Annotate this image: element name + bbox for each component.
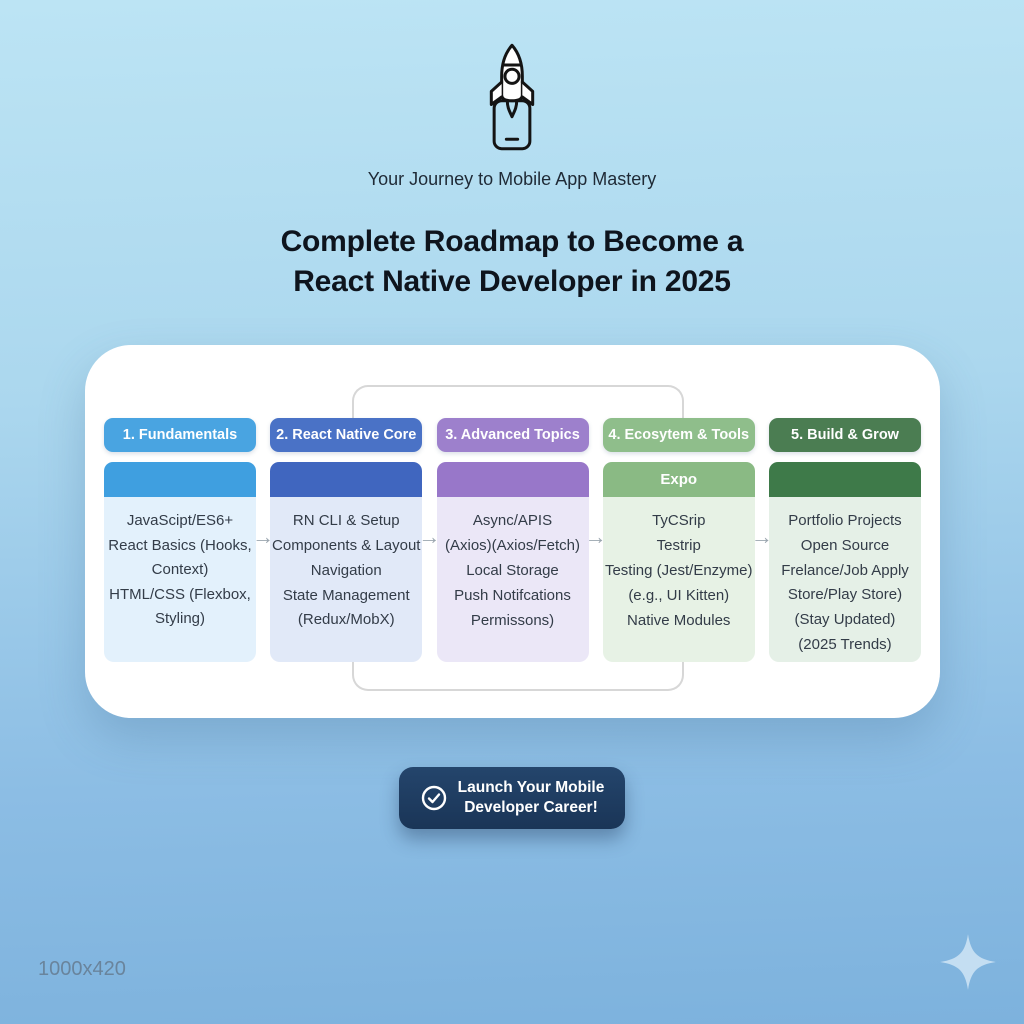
roadmap-item: State Management (Redux/MobX)	[282, 587, 410, 628]
column-gap	[418, 418, 441, 662]
flow-arrow-icon: →	[252, 524, 275, 549]
roadmap-item: Async/APIS	[472, 512, 553, 529]
roadmap-item: Native Modules	[627, 612, 731, 629]
roadmap-columns	[104, 418, 921, 662]
column-topic-list	[769, 497, 921, 662]
column-topic-list	[603, 497, 755, 662]
roadmap-item: Components & Layout	[272, 537, 421, 554]
column-topic-list	[437, 497, 589, 662]
cta-button[interactable]	[399, 767, 625, 829]
column-header-pill: 3. Advanced Topics	[437, 418, 589, 452]
roadmap-item: Testrip	[656, 537, 701, 554]
column-topic-list	[104, 497, 256, 662]
page-title	[0, 222, 1024, 302]
roadmap-item: Testing (Jest/Enzyme)	[604, 562, 753, 579]
roadmap-item: Local Storage	[466, 562, 559, 579]
roadmap-item: TyCSrip	[652, 512, 706, 529]
roadmap-column	[104, 418, 256, 662]
roadmap-item: (e.g., UI Kitten)	[628, 587, 730, 604]
cta-line-2: Developer Career!	[464, 799, 598, 816]
sparkle-icon	[939, 933, 997, 996]
bracket-top-decoration	[352, 385, 684, 420]
roadmap-item: HTML/CSS (Flexbox, Styling)	[109, 586, 251, 627]
column-gap	[584, 418, 607, 662]
subtitle: Your Journey to Mobile App Mastery	[367, 169, 657, 189]
roadmap-item: Frelance/Job Apply Store/Play Store)	[781, 562, 909, 603]
check-circle-icon	[420, 784, 448, 812]
column-topic-list	[270, 497, 422, 662]
column-header-pill: 5. Build & Grow	[769, 418, 921, 452]
roadmap-column	[769, 418, 921, 662]
title-line-1: Complete Roadmap to Become a	[280, 225, 744, 258]
column-accent-bar: Expo	[603, 462, 755, 497]
roadmap-item: (2025 Trends)	[798, 636, 892, 653]
roadmap-item: React Basics (Hooks, Context)	[108, 537, 252, 578]
title-line-2: React Native Developer in 2025	[293, 265, 731, 298]
roadmap-column	[437, 418, 589, 662]
cta-line-1: Launch Your Mobile	[457, 779, 605, 796]
roadmap-item: Permissons)	[470, 612, 555, 629]
roadmap-item: Open Source	[800, 537, 890, 554]
roadmap-item: Portfolio Projects	[788, 512, 902, 529]
flow-arrow-icon: →	[418, 524, 441, 549]
rocket-icon	[465, 40, 559, 154]
column-header-pill: 2. React Native Core	[270, 418, 422, 452]
cta-label	[458, 778, 605, 818]
column-gap	[750, 418, 773, 662]
roadmap-item: JavaScipt/ES6+	[126, 512, 234, 529]
column-accent-bar	[437, 462, 589, 497]
roadmap-item: (Axios)(Axios/Fetch)	[444, 537, 581, 554]
roadmap-item: Push Notifcations	[454, 587, 571, 604]
roadmap-card	[85, 345, 940, 718]
column-accent-bar	[769, 462, 921, 497]
roadmap-item: Navigation	[310, 562, 382, 579]
roadmap-item: RN CLI & Setup	[292, 512, 400, 529]
flow-arrow-icon: →	[750, 524, 773, 549]
flow-arrow-icon: →	[584, 524, 607, 549]
column-accent-bar	[270, 462, 422, 497]
column-accent-bar	[104, 462, 256, 497]
roadmap-column	[270, 418, 422, 662]
column-gap	[252, 418, 275, 662]
column-header-pill: 4. Ecosytem & Tools	[603, 418, 755, 452]
column-header-pill: 1. Fundamentals	[104, 418, 256, 452]
dimensions-label: 1000x420	[38, 958, 126, 980]
roadmap-column	[603, 418, 755, 662]
roadmap-item: (Stay Updated)	[794, 611, 896, 628]
rocket-phone-icon	[0, 40, 1024, 154]
bracket-bottom-decoration	[352, 661, 684, 691]
